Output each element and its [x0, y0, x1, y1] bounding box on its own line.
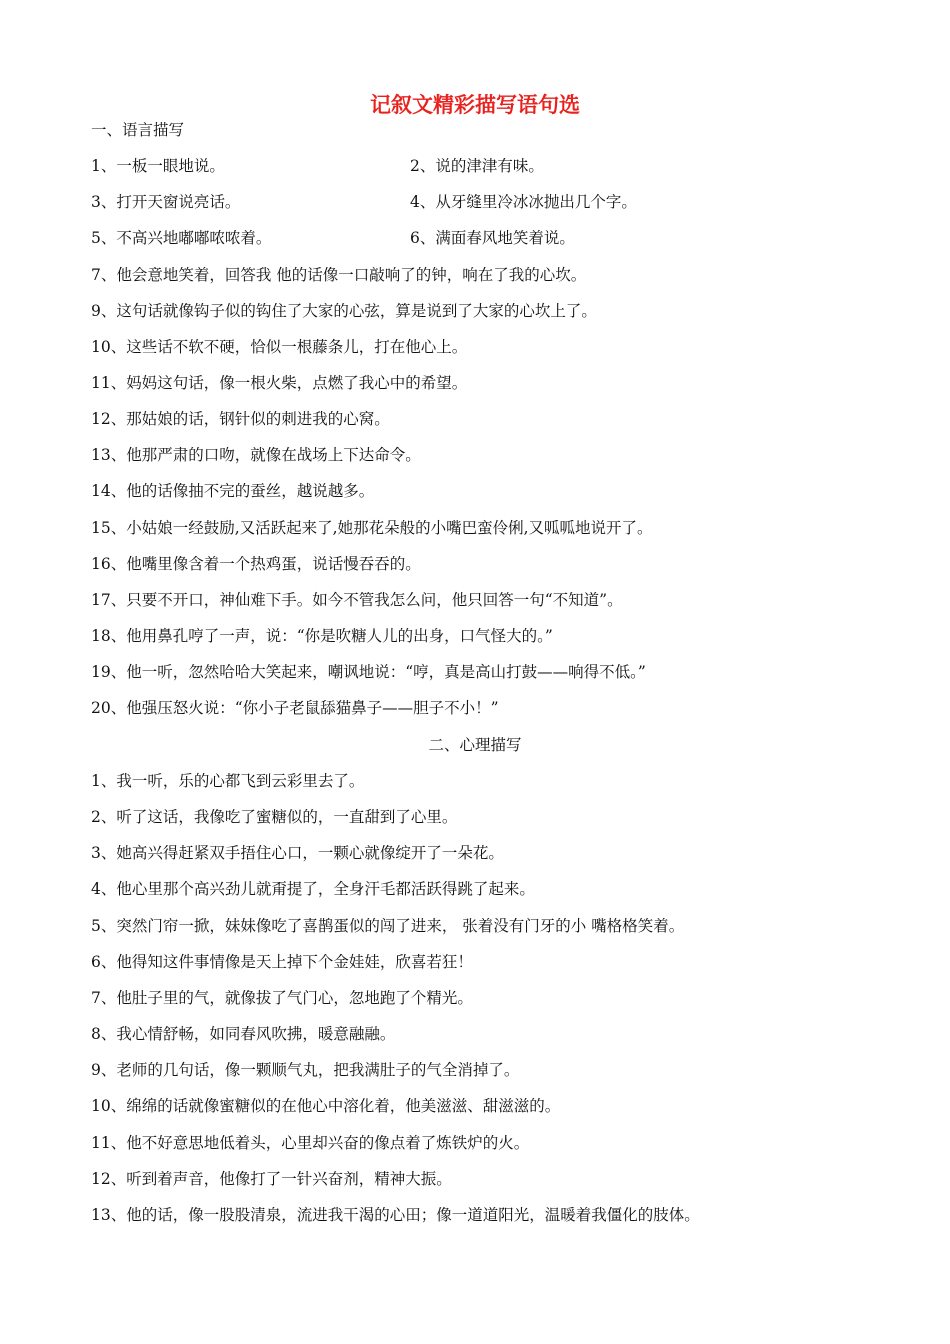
section-heading-psychology: 二、心理描写	[428, 736, 522, 754]
list-item: 16、他嘴里像含着一个热鸡蛋，说话慢吞吞的。	[91, 555, 421, 573]
list-item: 7、他肚子里的气，就像拔了气门心，忽地跑了个精光。	[91, 989, 473, 1007]
list-item: 9、这句话就像钩子似的钩住了大家的心弦，算是说到了大家的心坎上了。	[91, 302, 597, 320]
list-item: 4、从牙缝里冷冰冰抛出几个字。	[410, 193, 637, 211]
list-item: 10、绵绵的话就像蜜糖似的在他心中溶化着，他美滋滋、甜滋滋的。	[91, 1097, 561, 1115]
section-heading-speech: 一、语言描写	[91, 121, 185, 139]
list-item: 12、那姑娘的话，钢针似的刺进我的心窝。	[91, 410, 390, 428]
list-item: 11、他不好意思地低着头，心里却兴奋的像点着了炼铁炉的火。	[91, 1134, 530, 1152]
list-item: 17、只要不开口，神仙难下手。如今不管我怎么问，他只回答一句“不知道”。	[91, 591, 623, 609]
list-item: 18、他用鼻孔哼了一声，说：“你是吹糖人儿的出身，口气怪大的。”	[91, 627, 553, 645]
list-item: 8、我心情舒畅，如同春风吹拂，暖意融融。	[91, 1025, 396, 1043]
list-item: 2、说的津津有味。	[410, 157, 544, 175]
list-item: 7、他会意地笑着，回答我 他的话像一口敲响了的钟，响在了我的心坎。	[91, 266, 587, 284]
list-item: 13、他的话，像一股股清泉，流进我干渴的心田；像一道道阳光，温暖着我僵化的肢体。	[91, 1206, 700, 1224]
list-item: 4、他心里那个高兴劲儿就甭提了，全身汗毛都活跃得跳了起来。	[91, 880, 535, 898]
list-item: 10、这些话不软不硬，恰似一根藤条儿，打在他心上。	[91, 338, 468, 356]
list-item: 3、打开天窗说亮话。	[91, 193, 241, 211]
list-item: 11、妈妈这句话，像一根火柴，点燃了我心中的希望。	[91, 374, 468, 392]
list-item: 6、满面春风地笑着说。	[410, 229, 575, 247]
list-item: 5、不高兴地嘟嘟哝哝着。	[91, 229, 272, 247]
list-item: 1、一板一眼地说。	[91, 157, 225, 175]
list-item: 12、听到着声音，他像打了一针兴奋剂，精神大振。	[91, 1170, 452, 1188]
list-item: 1、我一听，乐的心都飞到云彩里去了。	[91, 772, 365, 790]
list-item: 19、他一听，忽然哈哈大笑起来，嘲讽地说：“哼，真是高山打鼓——响得不低。”	[91, 663, 646, 681]
document-title: 记叙文精彩描写语句选	[370, 93, 580, 117]
list-item: 3、她高兴得赶紧双手捂住心口，一颗心就像绽开了一朵花。	[91, 844, 504, 862]
list-item: 2、听了这话，我像吃了蜜糖似的，一直甜到了心里。	[91, 808, 458, 826]
list-item: 13、他那严肃的口吻，就像在战场上下达命令。	[91, 446, 421, 464]
list-item: 5、突然门帘一掀，妹妹像吃了喜鹊蛋似的闯了进来， 张着没有门牙的小 嘴格格笑着。	[91, 917, 685, 935]
list-item: 6、他得知这件事情像是天上掉下个金娃娃，欣喜若狂！	[91, 953, 473, 971]
list-item: 9、老师的几句话，像一颗顺气丸，把我满肚子的气全消掉了。	[91, 1061, 520, 1079]
list-item: 14、他的话像抽不完的蚕丝，越说越多。	[91, 482, 375, 500]
list-item: 20、他强压怒火说：“你小子老鼠舔猫鼻子——胆子不小！”	[91, 699, 499, 717]
list-item: 15、小姑娘一经鼓励,又活跃起来了,她那花朵般的小嘴巴蛮伶俐,又呱呱地说开了。	[91, 519, 653, 537]
